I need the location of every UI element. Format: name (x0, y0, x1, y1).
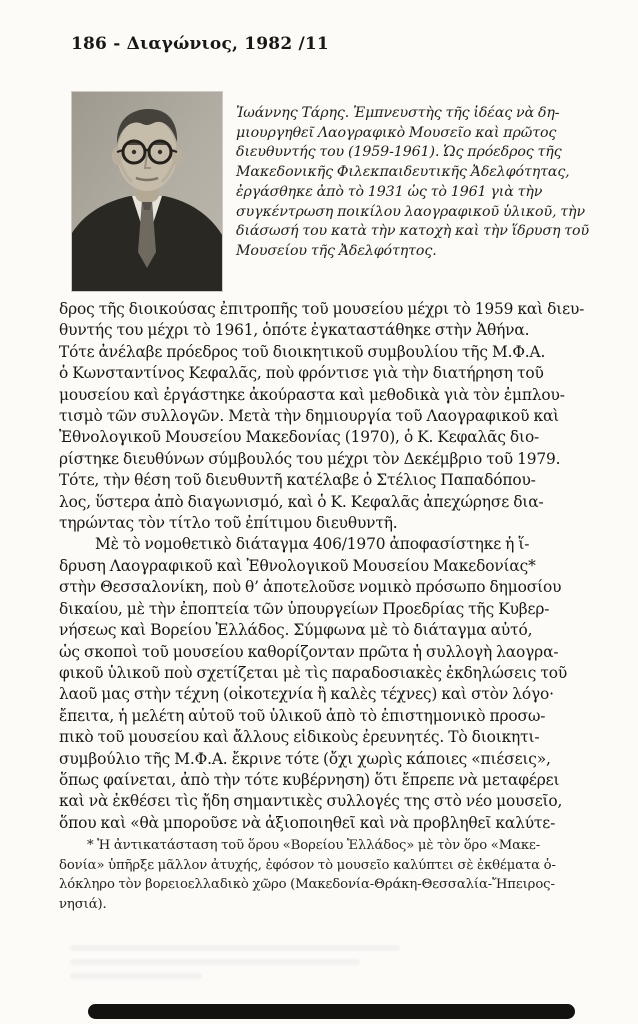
footnote (59, 836, 587, 914)
text-line: Ἐθνολογικοῦ Μουσείου Μακεδονίας (1970), ὁ Κ. Κεφαλᾶς διο- (59, 428, 540, 447)
text-line: νησιά). (59, 896, 107, 912)
text-line: ἔπειτα, ἡ μελέτη αὐτοῦ τοῦ ὑλικοῦ ἀπὸ τὸ ἐπιστημονικὸ προσω- (59, 706, 546, 725)
text-line: Τότε ἀνέλαβε πρόεδρος τοῦ διοικητικοῦ συμβουλίου τῆς Μ.Φ.Α. (59, 342, 546, 361)
text-line: Μακεδονικῆς Φιλεκπαιδευτικῆς Ἀδελφότητας, (236, 164, 570, 181)
text-line: ἐργάσθηκε ἀπὸ τὸ 1931 ὡς τὸ 1961 γιὰ τὴν (236, 183, 543, 200)
text-line: λόκληρο τὸν βορειοελλαδικὸ χῶρο (Μακεδονία-Θράκη-Θεσσαλία-Ἤπειρος- (59, 877, 555, 893)
text-line: φικοῦ ὑλικοῦ ποὺ σχετίζεται μὲ τὶς παραδοσιακὲς ἐκδηλώσεις τοῦ (59, 663, 568, 682)
text-line: συμβούλιο τῆς Μ.Φ.Α. ἔκρινε τότε (ὄχι χωρὶς κάποιες «πιέσεις», (59, 749, 551, 768)
text-line: διευθυντής του (1959-1961). Ὡς πρόεδρος τῆς (236, 144, 562, 161)
text-line: συγκέντρωση ποικίλου λαογραφικοῦ ὑλικοῦ, τὴν (236, 203, 585, 220)
portrait-photo-illustration (72, 92, 222, 291)
text-line: μιουργηθεῖ Λαογραφικὸ Μουσεῖο καὶ πρῶτος (236, 124, 557, 141)
text-line: δικαίου, μὲ τὴν ἐποπτεία τῶν ὑπουργείων Προεδρίας τῆς Κυβερ- (59, 599, 550, 618)
text-line: λος, ὕστερα ἀπὸ διαγωνισμό, καὶ ὁ Κ. Κεφαλᾶς ἀπεχώρησε δια- (59, 492, 544, 511)
text-line: λαοῦ μας στὴν τέχνη (οἰκοτεχνία ἢ καλὲς τέχνες) καὶ στὸν λόγο· (59, 685, 554, 704)
text-line: δρυση Λαογραφικοῦ καὶ Ἐθνολογικοῦ Μουσείου Μακεδονίας* (59, 556, 536, 575)
text-line: πικὸ τοῦ μουσείου καὶ ἄλλους εἰδικοὺς ἐρευνητές. Τὸ διοικητι- (59, 728, 540, 747)
photo-caption (236, 104, 596, 262)
text-line: καὶ νὰ ἐκθέσει τὶς ἤδη σημαντικὲς συλλογές της στὸ νέο μουσεῖο, (59, 792, 563, 811)
text-line: τηρώντας τὸν τίτλο τοῦ ἐπίτιμου διευθυντῆ. (59, 514, 398, 533)
text-line: ὅπου καὶ «θὰ μποροῦσε νὰ ἀξιοποιηθεῖ καὶ νὰ προβληθεῖ καλύτε- (59, 813, 556, 832)
text-line: ὁ Κωνσταντίνος Κεφαλᾶς, ποὺ φρόντισε γιὰ τὴν διατήρηση τοῦ (59, 364, 544, 383)
text-line: τισμὸ τῶν συλλογῶν. Μετὰ τὴν δημιουργία τοῦ Λαογραφικοῦ καὶ (59, 407, 560, 426)
text-line: ρίστηκε διευθύνων σύμβουλός του μέχρι τὸν Δεκέμβριο τοῦ 1979. (59, 449, 561, 468)
text-line: μουσείου καὶ ἐργάστηκε ἀκούραστα καὶ μεθοδικὰ γιὰ τὸν ἐμπλου- (59, 385, 565, 404)
text-line: Μουσείου τῆς Ἀδελφότητος. (236, 242, 437, 259)
text-line: νήσεως καὶ Βορείου Ἑλλάδος. Σύμφωνα μὲ τὸ διάταγμα αὐτό, (59, 621, 533, 640)
page-bleed-through (70, 945, 400, 995)
text-line: * Ἡ ἀντικατάσταση τοῦ ὅρου «Βορείου Ἑλλάδος» μὲ τὸν ὅρο «Μακε- (87, 838, 541, 853)
body-text (59, 299, 587, 834)
text-line: Τότε, τὴν θέση τοῦ διευθυντῆ κατέλαβε ὁ Στέλιος Παπαδόπου- (59, 471, 536, 490)
scan-edge-bar (88, 1004, 575, 1019)
text-line: δονία» ὑπῆρξε μᾶλλον ἀτυχής, ἐφόσον τὸ μουσεῖο καλύπτει σὲ ἐκθέματα ὁ- (59, 857, 556, 873)
page-header: 186 - Διαγώνιος, 1982 /11 (71, 34, 329, 54)
text-line: στὴν Θεσσαλονίκη, ποὺ θ’ ἀποτελοῦσε νομικὸ πρόσωπο δημοσίου (59, 578, 562, 597)
text-line: ὡς σκοποὶ τοῦ μουσείου καθορίζονταν πρῶτα ἡ συλλογὴ λαογρα- (59, 642, 559, 661)
text-line: θυντής του μέχρι τὸ 1961, ὁπότε ἐγκαταστάθηκε στὴν Ἀθήνα. (59, 321, 530, 340)
portrait-photo (72, 92, 222, 291)
text-line: Ἰωάννης Τάρης. Ἐμπνευστὴς τῆς ἰδέας νὰ δη- (236, 105, 560, 121)
text-line: διάσωσή του κατὰ τὴν κατοχὴ καὶ τὴν ἵδρυση τοῦ (236, 223, 589, 240)
text-line: δρος τῆς διοικούσας ἐπιτροπῆς τοῦ μουσείου μέχρι τὸ 1959 καὶ διευ- (59, 300, 585, 318)
text-line: Μὲ τὸ νομοθετικὸ διάταγμα 406/1970 ἀποφασίστηκε ἡ ἵ- (95, 535, 530, 554)
text-line: ὅπως φαίνεται, ἀπὸ τὴν τότε κυβέρνηση) ὅτι ἔπρεπε νὰ μεταφέρει (59, 770, 560, 789)
